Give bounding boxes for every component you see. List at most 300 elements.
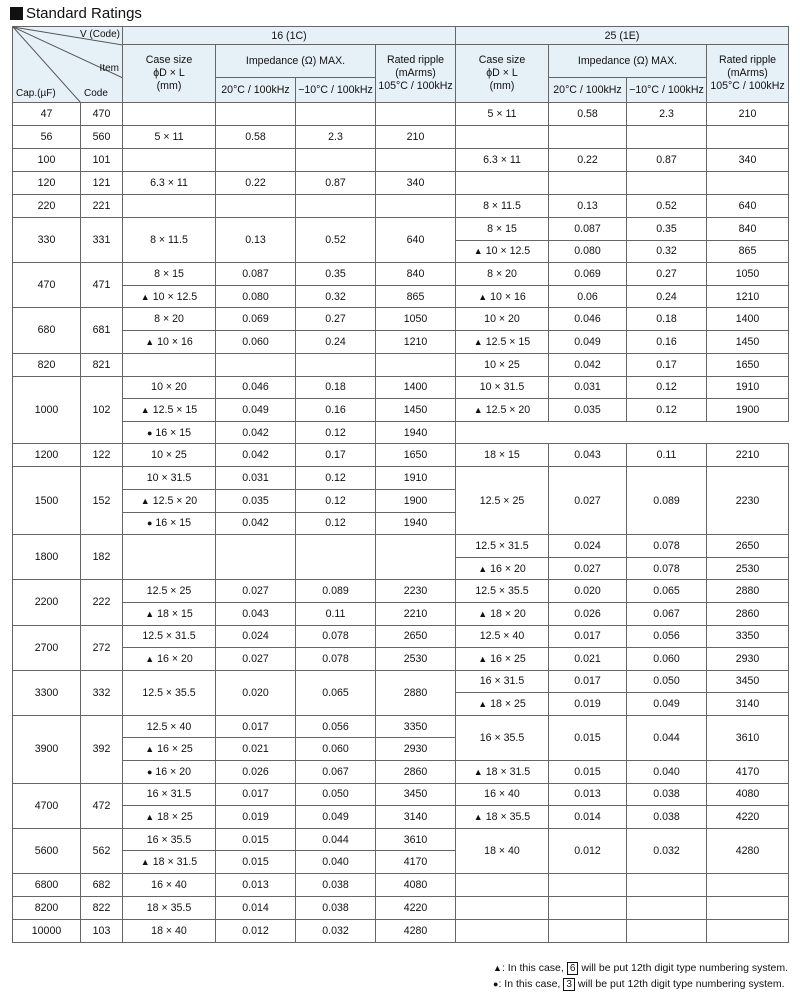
capacitance-cell: 1500 <box>13 467 81 535</box>
capacitance-cell: 5600 <box>13 828 81 873</box>
v25-case-size-cell <box>456 761 549 784</box>
v16-impedance-20c: 0.049 <box>216 399 296 422</box>
v16-case-size-cell <box>123 308 216 331</box>
v25-impedance-m10c: 0.12 <box>296 421 376 444</box>
v25-impedance-20c: 0.015 <box>549 761 627 784</box>
table-row <box>13 467 789 490</box>
v16-impedance-20c: 0.026 <box>216 761 296 784</box>
header-corner <box>13 27 123 103</box>
v25-case-size: 10 × 16 <box>490 290 526 303</box>
v25-impedance-m10c: 0.52 <box>627 195 707 218</box>
triangle-mark-icon: ▲ <box>473 246 483 257</box>
capacitance-cell: 1200 <box>13 444 81 467</box>
v16-rated-ripple: 3450 <box>376 783 456 806</box>
v16-case-size-cell <box>123 828 216 851</box>
table-row <box>13 353 789 376</box>
v25-empty-cell <box>456 920 549 943</box>
v16-impedance-m10c: 0.049 <box>296 806 376 829</box>
v16-case-size: 10 × 31.5 <box>146 472 192 485</box>
v16-case-size-cell <box>123 376 216 399</box>
v16-empty-cell <box>216 535 296 580</box>
table-row <box>13 761 789 784</box>
v16-impedance-m10c: 0.078 <box>296 625 376 648</box>
v25-impedance-m10c: 0.032 <box>627 828 707 873</box>
col-impedance-25: Impedance (Ω) MAX. <box>549 45 707 78</box>
v25-impedance-m10c: 0.12 <box>627 399 707 422</box>
v25-impedance-20c: 0.013 <box>549 783 627 806</box>
v16-case-size: 10 × 16 <box>157 335 193 348</box>
v25-impedance-20c: 0.043 <box>549 444 627 467</box>
v25-impedance-m10c: 0.067 <box>627 602 707 625</box>
table-row <box>13 126 789 149</box>
v16-impedance-m10c: 0.17 <box>296 444 376 467</box>
v16-impedance-m10c: 0.32 <box>296 285 376 308</box>
v25-impedance-m10c: 0.11 <box>627 444 707 467</box>
col-impm10-25: −10°C / 100kHz <box>627 78 707 103</box>
v25-case-size: 12.5 × 40 <box>479 630 525 643</box>
v25-impedance-20c: 0.087 <box>549 218 627 241</box>
v16-case-size: 18 × 35.5 <box>146 902 192 915</box>
v16-case-size: 16 × 40 <box>151 879 187 892</box>
v25-impedance-20c: 0.021 <box>549 648 627 671</box>
v16-case-size-cell <box>123 126 216 149</box>
v16-impedance-m10c: 0.35 <box>296 263 376 286</box>
v25-impedance-20c: 0.042 <box>549 353 627 376</box>
v16-rated-ripple: 2880 <box>376 670 456 715</box>
circle-mark-icon: ● <box>146 427 153 438</box>
capacitance-cell: 8200 <box>13 897 81 920</box>
footnote-triangle: ▲ : In this case, 6 will be put 12th digit type numbering system. <box>493 962 788 974</box>
v16-rated-ripple: 4170 <box>376 851 456 874</box>
v25-impedance-m10c: 0.17 <box>627 353 707 376</box>
v25-case-size-cell <box>456 285 549 308</box>
code-cell: 152 <box>81 467 123 535</box>
v16-case-size: 10 × 12.5 <box>152 290 198 303</box>
v25-impedance-20c: 0.012 <box>549 828 627 873</box>
table-row <box>13 602 789 625</box>
header-cap: Cap.(µF) <box>16 88 56 99</box>
col-case-size-16: Case size ϕD × L (mm) <box>123 45 216 103</box>
v25-impedance-20c: 0.22 <box>549 149 627 172</box>
v16-rated-ripple: 2210 <box>376 602 456 625</box>
v25-case-size: 5 × 11 <box>487 108 517 120</box>
table-row <box>13 330 789 353</box>
v25-case-size-cell <box>456 308 549 331</box>
v16-case-size-cell <box>123 602 216 625</box>
capacitance-cell: 10000 <box>13 920 81 943</box>
v16-rated-ripple: 2650 <box>376 625 456 648</box>
v25-case-size: 16 × 40 <box>484 788 520 801</box>
table-row <box>13 195 789 218</box>
v25-rated-ripple: 2530 <box>707 557 789 580</box>
v16-impedance-20c: 0.015 <box>216 851 296 874</box>
code-cell: 470 <box>81 103 123 126</box>
v16-case-size: 12.5 × 40 <box>146 720 192 733</box>
table-row <box>13 218 789 241</box>
v25-rated-ripple: 2860 <box>707 602 789 625</box>
v25-rated-ripple: 340 <box>707 149 789 172</box>
v16-impedance-m10c: 2.3 <box>296 126 376 149</box>
v25-case-size-cell <box>456 670 549 693</box>
v25-impedance-m10c: 0.089 <box>627 467 707 535</box>
v16-empty-cell <box>296 195 376 218</box>
v25-case-size: 6.3 × 11 <box>483 154 521 166</box>
v16-rated-ripple: 2860 <box>376 761 456 784</box>
circle-mark-icon: ● <box>146 766 153 777</box>
capacitance-cell: 820 <box>13 353 81 376</box>
v25-impedance-20c: 0.046 <box>549 308 627 331</box>
v16-impedance-m10c: 0.040 <box>296 851 376 874</box>
v16-rated-ripple: 1450 <box>376 399 456 422</box>
v25-impedance-m10c: 0.044 <box>627 715 707 760</box>
v25-empty-cell <box>549 126 627 149</box>
v16-impedance-m10c: 0.032 <box>296 920 376 943</box>
v16-case-size-cell <box>123 851 216 874</box>
v16-case-size-cell <box>123 512 216 535</box>
v16-rated-ripple: 2230 <box>376 580 456 603</box>
v25-rated-ripple: 3140 <box>707 693 789 716</box>
triangle-mark-icon: ▲ <box>145 608 155 619</box>
v16-impedance-m10c: 0.52 <box>296 218 376 263</box>
v16-empty-cell <box>216 149 296 172</box>
v25-empty-cell <box>707 897 789 920</box>
v16-case-size-cell <box>123 897 216 920</box>
v25-impedance-20c: 0.026 <box>549 602 627 625</box>
capacitance-cell: 6800 <box>13 874 81 897</box>
v25-impedance-m10c: 0.24 <box>627 285 707 308</box>
table-row <box>13 149 789 172</box>
header-v-code: V (Code) <box>79 29 120 40</box>
v25-case-size: 10 × 20 <box>484 313 520 326</box>
v16-case-size: 12.5 × 20 <box>152 494 198 507</box>
v25-case-size: 12.5 × 20 <box>485 403 531 416</box>
code-cell: 472 <box>81 783 123 828</box>
triangle-mark-icon: ▲ <box>140 291 150 302</box>
table-row <box>13 828 789 851</box>
v16-case-size: 16 × 31.5 <box>146 788 192 801</box>
v25-impedance-m10c: 0.87 <box>627 149 707 172</box>
code-cell: 182 <box>81 535 123 580</box>
v25-case-size: 10 × 25 <box>484 358 520 371</box>
code-cell: 331 <box>81 218 123 263</box>
digit-box: 3 <box>563 978 575 991</box>
v25-case-size-cell <box>456 330 549 353</box>
table-row <box>13 263 789 286</box>
v16-rated-ripple: 1650 <box>376 444 456 467</box>
code-cell: 562 <box>81 828 123 873</box>
v25-case-size: 10 × 12.5 <box>485 245 531 258</box>
v16-case-size: 16 × 25 <box>157 743 193 756</box>
triangle-mark-icon: ▲ <box>140 857 150 868</box>
capacitance-cell: 56 <box>13 126 81 149</box>
v25-impedance-20c: 0.027 <box>549 467 627 535</box>
v16-case-size: 12.5 × 25 <box>146 585 192 598</box>
v16-case-size-cell <box>123 467 216 490</box>
v25-impedance-m10c: 2.3 <box>627 103 707 126</box>
header-code: Code <box>84 88 108 99</box>
table-row <box>13 648 789 671</box>
table-row <box>13 874 789 897</box>
v25-case-size: 18 × 15 <box>484 449 520 462</box>
v16-impedance-m10c: 0.87 <box>296 172 376 195</box>
v25-impedance-20c: 0.019 <box>549 693 627 716</box>
v16-impedance-20c: 0.035 <box>216 489 296 512</box>
v25-rated-ripple: 1450 <box>707 330 789 353</box>
triangle-mark-icon: ▲ <box>493 963 502 973</box>
v25-impedance-m10c: 0.078 <box>627 557 707 580</box>
v16-case-size-cell <box>123 444 216 467</box>
v16-empty-cell <box>376 103 456 126</box>
v25-impedance-m10c: 0.27 <box>627 263 707 286</box>
table-row <box>13 715 789 738</box>
v16-rated-ripple: 2930 <box>376 738 456 761</box>
v25-case-size-cell <box>456 376 549 399</box>
v16-impedance-20c: 0.017 <box>216 783 296 806</box>
v25-empty-cell <box>549 874 627 897</box>
capacitance-cell: 3300 <box>13 670 81 715</box>
table-row <box>13 376 789 399</box>
v25-rated-ripple: 840 <box>707 218 789 241</box>
v25-rated-ripple: 4220 <box>707 806 789 829</box>
v16-case-size-cell <box>123 172 216 195</box>
v25-case-size-cell <box>456 240 549 263</box>
table-row <box>13 103 789 126</box>
v16-case-size: 10 × 25 <box>151 449 187 462</box>
table-row <box>13 285 789 308</box>
v16-impedance-m10c: 0.18 <box>296 376 376 399</box>
v16-impedance-m10c: 0.038 <box>296 874 376 897</box>
v16-impedance-20c: 0.017 <box>216 715 296 738</box>
v25-rated-ripple: 1210 <box>707 285 789 308</box>
v25-case-size: 8 × 11.5 <box>483 200 521 212</box>
v16-impedance-20c: 0.060 <box>216 330 296 353</box>
code-cell: 272 <box>81 625 123 670</box>
triangle-mark-icon: ▲ <box>145 812 155 823</box>
v25-rated-ripple: 1400 <box>707 308 789 331</box>
v25-rated-ripple: 2930 <box>707 648 789 671</box>
v25-case-size: 18 × 40 <box>484 844 520 857</box>
triangle-mark-icon: ▲ <box>478 608 488 619</box>
v25-empty-cell <box>627 172 707 195</box>
table-row <box>13 535 789 558</box>
v25-impedance-m10c: 0.038 <box>627 783 707 806</box>
v25-empty-cell <box>707 126 789 149</box>
col-impedance-16: Impedance (Ω) MAX. <box>216 45 376 78</box>
v16-impedance-m10c: 0.038 <box>296 897 376 920</box>
v25-impedance-20c: 0.014 <box>549 806 627 829</box>
table-row <box>13 625 789 648</box>
v25-case-size: 16 × 35.5 <box>479 731 525 744</box>
v16-case-size-cell <box>123 806 216 829</box>
circle-mark-icon: ● <box>146 518 153 529</box>
v16-empty-cell <box>123 535 216 580</box>
v16-rated-ripple: 640 <box>376 218 456 263</box>
v25-case-size-cell <box>456 103 549 126</box>
v25-impedance-m10c: 0.049 <box>627 693 707 716</box>
v16-impedance-20c: 0.013 <box>216 874 296 897</box>
triangle-mark-icon: ▲ <box>478 291 488 302</box>
table-row <box>13 172 789 195</box>
v16-case-size: 16 × 35.5 <box>146 833 192 846</box>
v16-rated-ripple: 210 <box>376 126 456 149</box>
v16-case-size: 18 × 15 <box>157 607 193 620</box>
capacitance-cell: 2700 <box>13 625 81 670</box>
v25-case-size: 16 × 31.5 <box>479 675 525 688</box>
v25-impedance-20c: 0.13 <box>549 195 627 218</box>
table-row <box>13 783 789 806</box>
v16-impedance-20c: 0.021 <box>216 738 296 761</box>
v16-rated-ripple: 840 <box>376 263 456 286</box>
v16-case-size-cell <box>123 715 216 738</box>
v16-empty-cell <box>296 535 376 580</box>
group-header-16v: 16 (1C) <box>123 27 456 45</box>
v16-case-size: 16 × 15 <box>155 517 192 530</box>
v25-case-size-cell <box>456 625 549 648</box>
v16-impedance-m10c: 0.12 <box>296 489 376 512</box>
col-imp20-25: 20°C / 100kHz <box>549 78 627 103</box>
v25-impedance-20c: 0.027 <box>549 557 627 580</box>
triangle-mark-icon: ▲ <box>473 766 483 777</box>
v16-case-size: 8 × 11.5 <box>150 234 188 247</box>
v16-case-size: 18 × 40 <box>151 925 187 938</box>
v25-empty-cell <box>456 172 549 195</box>
table-row <box>13 399 789 422</box>
v25-case-size-cell <box>456 828 549 873</box>
col-impm10-16: −10°C / 100kHz <box>296 78 376 103</box>
capacitance-cell: 3900 <box>13 715 81 783</box>
v16-case-size: 16 × 20 <box>157 652 193 665</box>
v25-case-size: 16 × 20 <box>490 562 526 575</box>
v16-case-size-cell <box>123 263 216 286</box>
v25-case-size: 16 × 25 <box>490 652 526 665</box>
page-title <box>10 3 142 23</box>
v25-case-size-cell <box>456 648 549 671</box>
table-row <box>13 670 789 693</box>
v16-impedance-20c: 0.015 <box>216 828 296 851</box>
digit-box: 6 <box>567 962 579 975</box>
v25-impedance-20c: 0.042 <box>216 421 296 444</box>
v25-impedance-20c: 0.06 <box>549 285 627 308</box>
v16-case-size-cell <box>123 874 216 897</box>
v25-empty-cell <box>456 874 549 897</box>
v25-impedance-20c: 0.080 <box>549 240 627 263</box>
v25-case-size-cell <box>456 467 549 535</box>
v25-case-size-cell <box>456 218 549 241</box>
v16-rated-ripple: 1210 <box>376 330 456 353</box>
v25-case-size: 12.5 × 31.5 <box>475 539 529 552</box>
code-cell: 392 <box>81 715 123 783</box>
v16-empty-cell <box>376 149 456 172</box>
table-row <box>13 806 789 829</box>
code-cell: 821 <box>81 353 123 376</box>
v25-empty-cell <box>456 897 549 920</box>
code-cell: 101 <box>81 149 123 172</box>
v25-impedance-20c: 0.017 <box>549 670 627 693</box>
v16-impedance-20c: 0.027 <box>216 580 296 603</box>
v16-case-size-cell <box>123 218 216 263</box>
col-ripple-16: Rated ripple (mArms) 105°C / 100kHz <box>376 45 456 103</box>
triangle-mark-icon: ▲ <box>145 744 155 755</box>
v16-case-size: 6.3 × 11 <box>150 177 188 189</box>
v25-empty-cell <box>456 126 549 149</box>
standard-ratings-table <box>12 26 789 943</box>
v16-case-size: 16 × 20 <box>155 765 192 778</box>
v16-empty-cell <box>123 195 216 218</box>
v16-case-size-cell <box>123 648 216 671</box>
v25-impedance-20c: 0.015 <box>549 715 627 760</box>
v25-case-size-cell <box>456 783 549 806</box>
v25-rated-ripple: 2230 <box>707 467 789 535</box>
v16-case-size-cell <box>123 920 216 943</box>
v25-case-size-cell <box>456 263 549 286</box>
v25-impedance-20c: 0.049 <box>549 330 627 353</box>
v25-impedance-m10c: 0.040 <box>627 761 707 784</box>
v16-impedance-20c: 0.042 <box>216 512 296 535</box>
triangle-mark-icon: ▲ <box>145 336 155 347</box>
capacitance-cell: 1800 <box>13 535 81 580</box>
v16-empty-cell <box>123 149 216 172</box>
code-cell: 103 <box>81 920 123 943</box>
v16-impedance-20c: 0.046 <box>216 376 296 399</box>
v25-case-size-cell <box>456 535 549 558</box>
v25-empty-cell <box>627 897 707 920</box>
code-cell: 221 <box>81 195 123 218</box>
v25-case-size-cell <box>456 557 549 580</box>
v25-empty-cell <box>627 126 707 149</box>
v16-impedance-20c: 0.080 <box>216 285 296 308</box>
col-imp20-16: 20°C / 100kHz <box>216 78 296 103</box>
v16-rated-ripple: 3140 <box>376 806 456 829</box>
v16-case-size: 8 × 15 <box>154 267 184 280</box>
v25-impedance-20c: 0.035 <box>549 399 627 422</box>
v16-impedance-m10c: 0.27 <box>296 308 376 331</box>
code-cell: 681 <box>81 308 123 353</box>
v16-impedance-m10c: 0.12 <box>296 512 376 535</box>
v25-case-size: 18 × 31.5 <box>485 765 531 778</box>
v25-case-size: 16 × 15 <box>155 426 192 439</box>
v16-case-size-cell <box>123 783 216 806</box>
v25-impedance-m10c: 0.12 <box>627 376 707 399</box>
v16-impedance-m10c: 0.089 <box>296 580 376 603</box>
v16-rated-ripple: 1910 <box>376 467 456 490</box>
v25-empty-cell <box>627 920 707 943</box>
code-cell: 471 <box>81 263 123 308</box>
v16-impedance-m10c: 0.16 <box>296 399 376 422</box>
v25-rated-ripple: 640 <box>707 195 789 218</box>
triangle-mark-icon: ▲ <box>478 653 488 664</box>
v25-rated-ripple: 3350 <box>707 625 789 648</box>
v16-case-size-cell <box>123 738 216 761</box>
v25-case-size-cell <box>456 715 549 760</box>
col-ripple-25: Rated ripple (mArms) 105°C / 100kHz <box>707 45 789 103</box>
v25-rated-ripple: 3610 <box>707 715 789 760</box>
v16-impedance-m10c: 0.065 <box>296 670 376 715</box>
v16-case-size: 10 × 20 <box>151 381 187 394</box>
v25-rated-ripple: 1650 <box>707 353 789 376</box>
v25-empty-cell <box>707 172 789 195</box>
capacitance-cell: 120 <box>13 172 81 195</box>
v16-empty-cell <box>296 149 376 172</box>
v16-rated-ripple: 1900 <box>376 489 456 512</box>
header-item: Item <box>99 63 119 74</box>
v25-case-size: 12.5 × 25 <box>479 494 525 507</box>
capacitance-cell: 330 <box>13 218 81 263</box>
v16-impedance-20c: 0.22 <box>216 172 296 195</box>
v16-impedance-20c: 0.043 <box>216 602 296 625</box>
v25-case-size: 8 × 15 <box>487 222 517 235</box>
v16-impedance-20c: 0.069 <box>216 308 296 331</box>
v16-impedance-m10c: 0.12 <box>296 467 376 490</box>
